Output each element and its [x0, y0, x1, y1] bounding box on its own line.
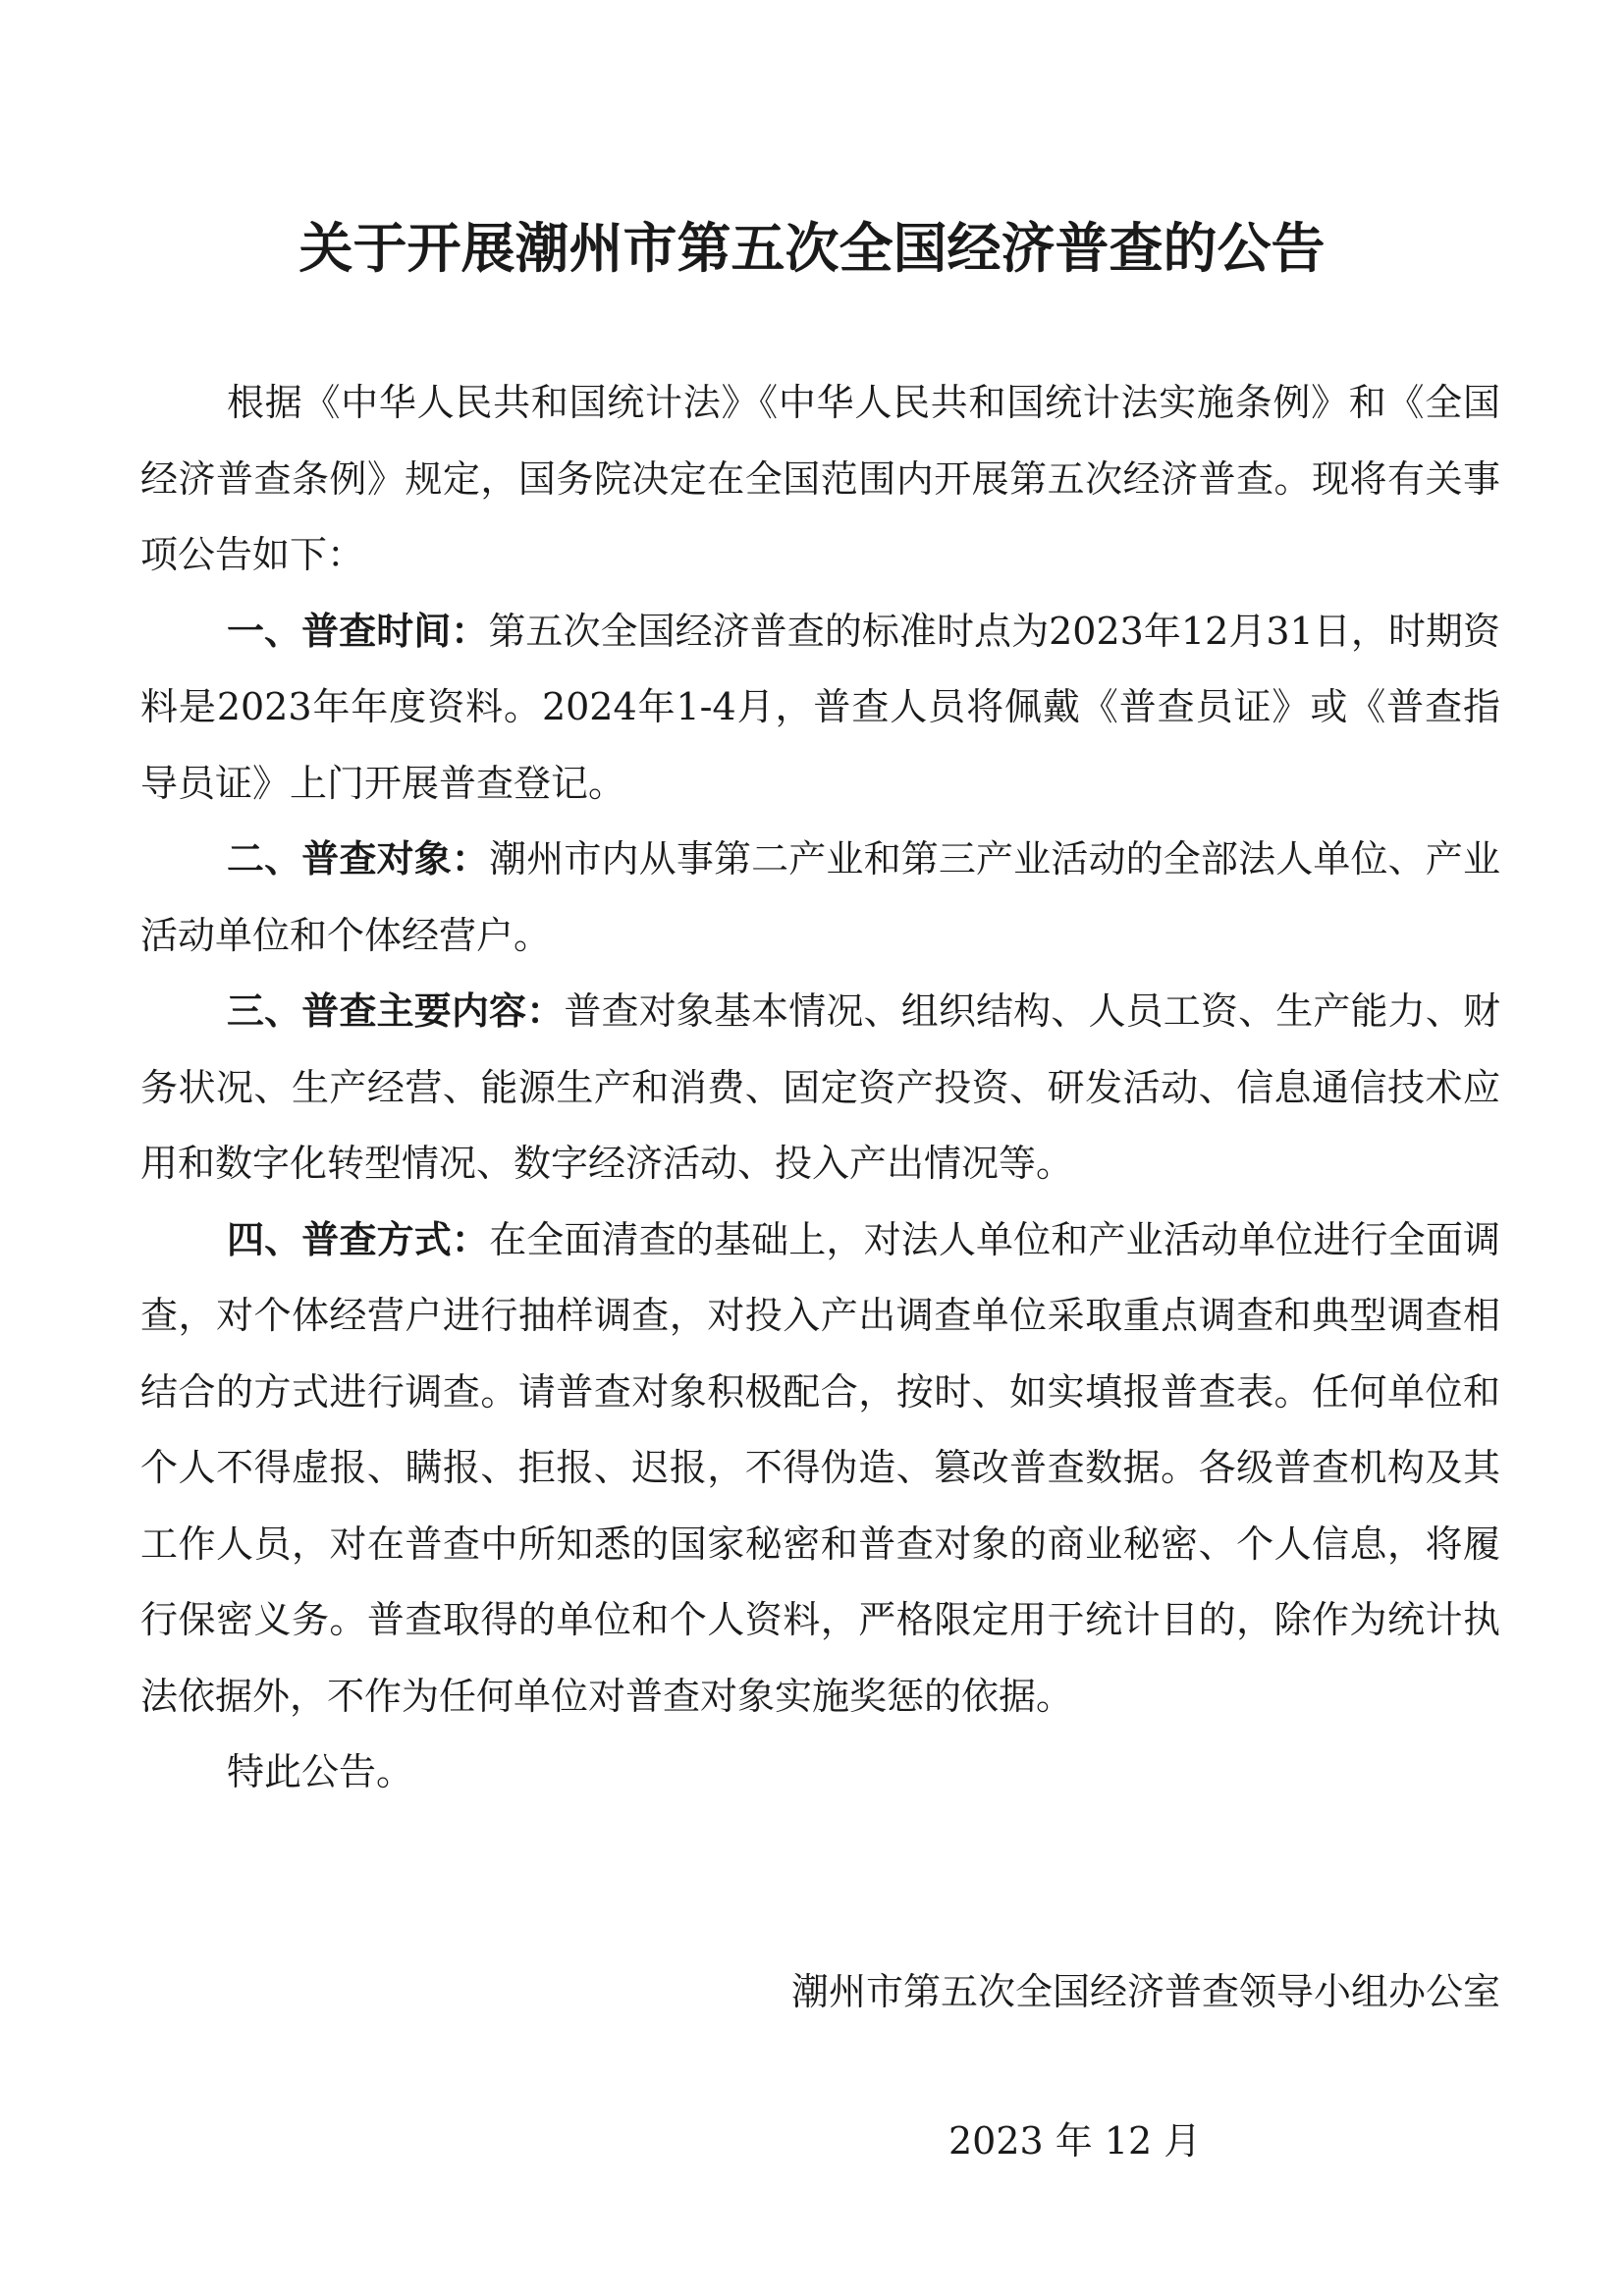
intro-paragraph: 根据《中华人民共和国统计法》《中华人民共和国统计法实施条例》和《全国经济普查条例》规定，国务院决定在全国范围内开展第五次经济普查。现将有关事项公告如下：: [140, 381, 1500, 576]
section-heading: 一、普查时间：: [227, 609, 489, 653]
document-body: [140, 365, 1500, 1811]
section-heading: 四、普查方式：: [227, 1217, 490, 1261]
section-text: 第五次全国经济普查的标准时点为2023年12月31日，时期资料是2023年年度资料。2024年1-4月，普查人员将佩戴《普查员证》或《普查指导员证》上门开展普查登记。: [140, 609, 1500, 805]
section-time: [140, 594, 1500, 823]
section-heading: 三、普查主要内容：: [227, 989, 565, 1033]
section-text: 潮州市内从事第二产业和第三产业活动的全部法人单位、产业活动单位和个体经营户。: [140, 837, 1500, 957]
section-text: 在全面清查的基础上，对法人单位和产业活动单位进行全面调查，对个体经营户进行抽样调查，对投入产出调查单位采取重点调查和典型调查相结合的方式进行调查。请普查对象积极配合，按时、如实填报普查表。任何单位和个人不得虚报、瞒报、拒报、迟报，不得伪造、篡改普查数据。各级普查机构及其工作人员，对在普查中所知悉的国家秘密和普查对象的商业秘密、个人信息，将履行保密义务。普查取得的单位和个人资料，严格限定用于统计目的，除作为统计执法依据外，不作为任何单位对普查对象实施奖惩的依据。: [140, 1217, 1500, 1718]
section-content: [140, 974, 1500, 1202]
section-method: [140, 1202, 1500, 1735]
document-title: 关于开展潮州市第五次全国经济普查的公告: [298, 217, 1326, 280]
section-text: 普查对象基本情况、组织结构、人员工资、生产能力、财务状况、生产经营、能源生产和消费、固定资产投资、研发活动、信息通信技术应用和数字化转型情况、数字经济活动、投入产出情况等。: [140, 989, 1500, 1185]
closing-paragraph: 特此公告。: [227, 1750, 414, 1793]
section-heading: 二、普查对象：: [227, 837, 490, 881]
issuer-signature: 潮州市第五次全国经济普查领导小组办公室: [790, 1970, 1500, 2013]
section-subjects: [140, 822, 1500, 974]
issue-date: 2023 年 12 月: [948, 2119, 1202, 2163]
